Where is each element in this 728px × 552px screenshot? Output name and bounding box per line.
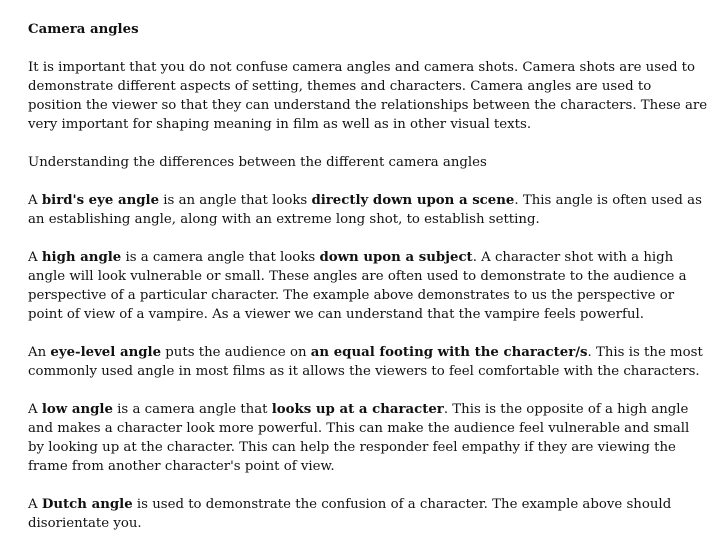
text-segment: . This is the opposite of a high angle and makes a character look more powerful. This can make the audience feel vulnerable and small by looking up at the character. This can help the responder feel empathy if they are viewing the frame from another character's point of view. bbox=[28, 402, 690, 474]
emphasis-text: directly down upon a scene bbox=[311, 193, 515, 208]
birds-eye-paragraph bbox=[28, 191, 708, 229]
term-dutch-angle: Dutch angle bbox=[41, 497, 133, 512]
text-segment: . A character shot with a high angle will look vulnerable or small. These angles are often used to demonstrate to the audience a perspective of a particular character. The example above demonstrates to us the perspective or point of view of a vampire. As a viewer we can understand that the vampire feels powerful. bbox=[28, 250, 687, 322]
intro-paragraph: It is important that you do not confuse camera angles and camera shots. Camera shots are used to demonstrate different aspects of setting, themes and characters. Camera angles are used to position the viewer so that they can understand the relationships between the characters. These are very important for shaping meaning in film as well as in other visual texts. bbox=[28, 60, 708, 132]
term-low-angle: low angle bbox=[41, 402, 113, 417]
text-segment: A bbox=[28, 402, 42, 417]
term-eye-level-angle: eye-level angle bbox=[50, 345, 162, 360]
text-segment: . This is the most commonly used angle in most films as it allows the viewers to feel comfortable with the characters. bbox=[28, 345, 703, 379]
text-segment: is a camera angle that bbox=[112, 402, 272, 417]
text-segment: A bbox=[28, 250, 42, 265]
text-segment: A bbox=[28, 193, 42, 208]
low-angle-paragraph bbox=[28, 400, 708, 476]
emphasis-text: down upon a subject bbox=[319, 250, 473, 265]
term-birds-eye-angle: bird's eye angle bbox=[41, 193, 160, 208]
text-segment: A bbox=[28, 497, 42, 512]
eye-level-paragraph bbox=[28, 343, 708, 381]
text-segment: puts the audience on bbox=[161, 345, 311, 360]
document-body bbox=[28, 20, 708, 552]
dutch-angle-paragraph bbox=[28, 495, 708, 533]
text-segment: is an angle that looks bbox=[159, 193, 312, 208]
high-angle-paragraph bbox=[28, 248, 708, 324]
term-high-angle: high angle bbox=[41, 250, 122, 265]
text-segment: is used to demonstrate the confusion of a character. The example above should disorientate you. bbox=[28, 497, 672, 531]
emphasis-text: looks up at a character bbox=[271, 402, 444, 417]
page-title: Camera angles bbox=[28, 22, 139, 37]
emphasis-text: an equal footing with the character/s bbox=[310, 345, 588, 360]
subheading: Understanding the differences between the different camera angles bbox=[28, 155, 487, 170]
text-segment: . This angle is often used as an establishing angle, along with an extreme long shot, to establish setting. bbox=[28, 193, 702, 227]
text-segment: An bbox=[28, 345, 51, 360]
text-segment: is a camera angle that looks bbox=[121, 250, 320, 265]
